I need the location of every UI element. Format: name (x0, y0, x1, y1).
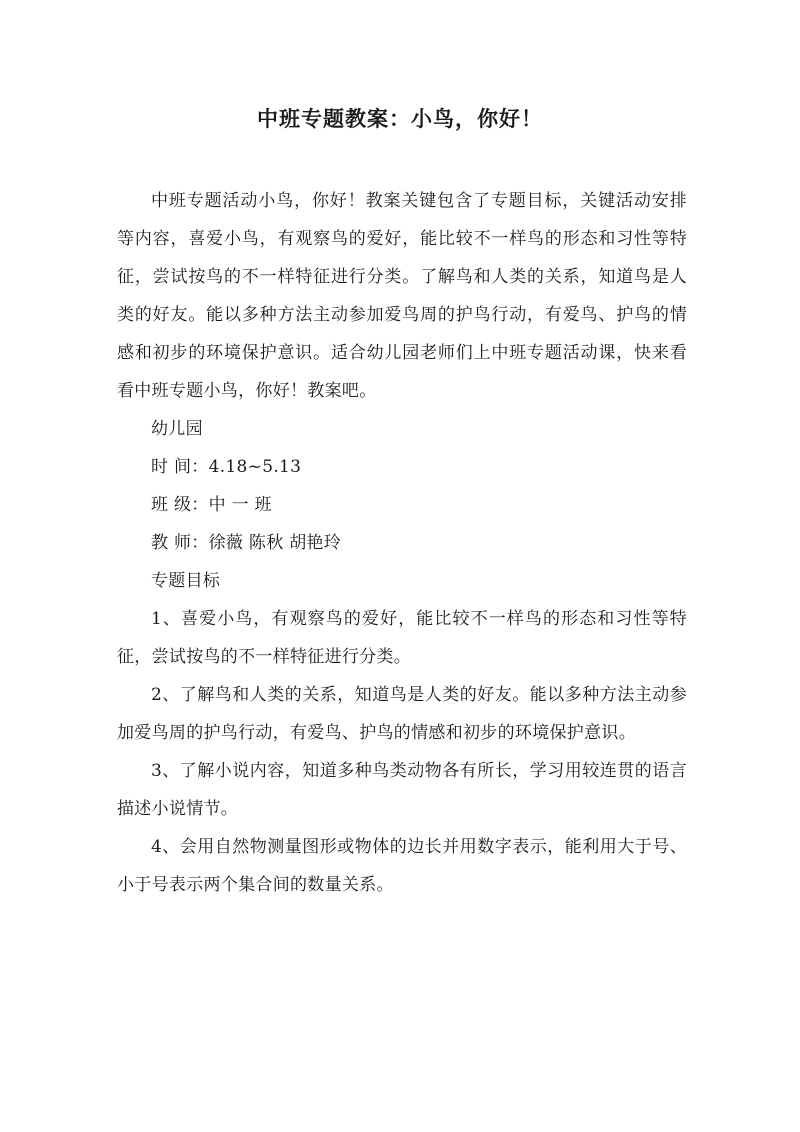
goal-item-1: 1、喜爱小鸟，有观察鸟的爱好，能比较不一样鸟的形态和习性等特征，尝试按鸟的不一样特征进行分类。 (117, 609, 687, 667)
intro-paragraph: 中班专题活动小鸟，你好！教案关键包含了专题目标，关键活动安排等内容，喜爱小鸟，有观察鸟的爱好，能比较不一样鸟的形态和习性等特征，尝试按鸟的不一样特征进行分类。了解鸟和人类的关系，知道鸟是人类的好友。能以多种方法主动参加爱鸟周的护鸟行动，有爱鸟、护鸟的情感和初步的环境保护意识。适合幼儿园老师们上中班专题活动课，快来看看中班专题小鸟，你好！教案吧。 (117, 191, 687, 401)
class-line: 班 级：中 一 班 (151, 495, 272, 515)
time-line: 时 间：4.18~5.13 (151, 457, 302, 477)
school-line: 幼儿园 (151, 419, 203, 439)
document-body (117, 182, 687, 904)
goals-heading: 专题目标 (151, 571, 221, 591)
teacher-line: 教 师：徐薇 陈秋 胡艳玲 (151, 533, 342, 553)
goal-item-2: 2、了解鸟和人类的关系，知道鸟是人类的好友。能以多种方法主动参加爱鸟周的护鸟行动，有爱鸟、护鸟的情感和初步的环境保护意识。 (117, 685, 687, 743)
goal-item-4: 4、会用自然物测量图形或物体的边长并用数字表示，能利用大于号、小于号表示两个集合间的数量关系。 (117, 837, 687, 895)
goal-item-3: 3、了解小说内容，知道多种鸟类动物各有所长，学习用较连贯的语言描述小说情节。 (117, 761, 687, 819)
document-title: 中班专题教案：小鸟，你好！ (257, 106, 543, 131)
